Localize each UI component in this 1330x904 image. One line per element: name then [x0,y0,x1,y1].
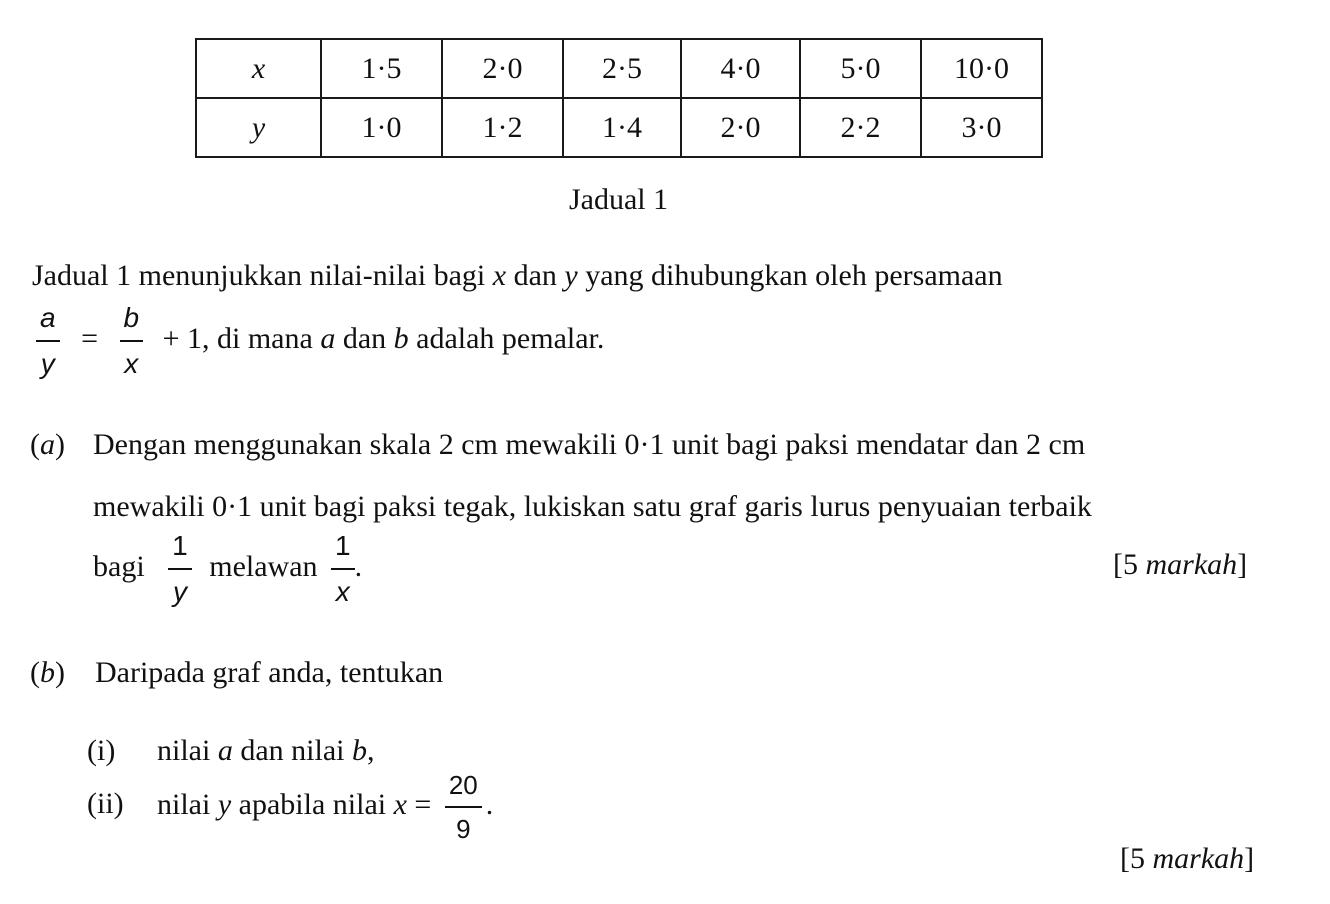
fraction-1-over-y: $\frac{1}{y}$ [168,532,192,606]
intro-line-1 [32,258,1003,294]
var-x: x [492,259,507,292]
part-b-marks: [5 markah] [1120,842,1255,875]
table-cell: 1·2 [442,98,563,157]
part-a-line-3 [93,532,362,606]
table-cell: 2·0 [442,39,563,98]
table-cell: 1·0 [321,98,442,157]
table-row-x [196,39,1042,98]
intro-text: dan [335,321,394,355]
table-cell: 1·5 [321,39,442,98]
table-cell: 2·5 [563,39,681,98]
table-cell: 2·0 [681,98,800,157]
part-b-label: (b) [30,656,65,689]
fraction-a-over-y: $\frac{a}{y}$ [36,304,60,378]
part-b-i-text: nilai a dan nilai b, [157,734,375,767]
table-row-y [196,98,1042,157]
table-caption: Jadual 1 [569,183,669,216]
intro-text: Jadual 1 menunjukkan nilai-nilai bagi [32,259,493,292]
part-a-line-1: Dengan menggunakan skala 2 cm mewakili 0·1 unit bagi paksi mendatar dan 2 cm [93,428,1086,461]
var-y: y [564,259,578,292]
part-b-ii-label: (ii) [87,787,124,820]
part-a-marks: [5 markah] [1113,548,1248,581]
data-table [195,38,1043,158]
part-a-text: . [354,549,363,583]
fraction-b-over-x: $\frac{b}{x}$ [120,304,144,378]
part-a-text: bagi [93,549,145,583]
part-b-ii-text: nilai y apabila nilai x = $\frac{20}{9}$ . [157,770,494,844]
var-a: a [320,321,336,355]
intro-text: dan [506,259,565,292]
table-cell: 4·0 [681,39,800,98]
row-label-x: x [196,39,321,98]
equation-line [36,304,604,378]
intro-text: yang dihubungkan oleh persamaan [577,259,1003,292]
var-b: b [393,321,409,355]
table-cell: 3·0 [921,98,1042,157]
part-a-label: (a) [30,428,65,461]
row-label-y: y [196,98,321,157]
table-cell: 5·0 [800,39,921,98]
part-b-i-label: (i) [87,734,116,767]
table-cell: 1·4 [563,98,681,157]
fraction-1-over-x: $\frac{1}{x}$ [331,532,355,606]
part-a-text: melawan [209,549,318,583]
intro-text: + 1, di mana [162,321,321,355]
part-a-line-2: mewakili 0·1 unit bagi paksi tegak, lukiskan satu graf garis lurus penyuaian terbaik [93,490,1092,523]
intro-text: adalah pemalar. [408,321,605,355]
fraction-20-over-9: $\frac{20}{9}$ [445,772,482,842]
equals-sign: = [81,321,98,355]
table-cell: 2·2 [800,98,921,157]
part-b-line-1: Daripada graf anda, tentukan [95,656,444,689]
table-cell: 10·0 [921,39,1042,98]
